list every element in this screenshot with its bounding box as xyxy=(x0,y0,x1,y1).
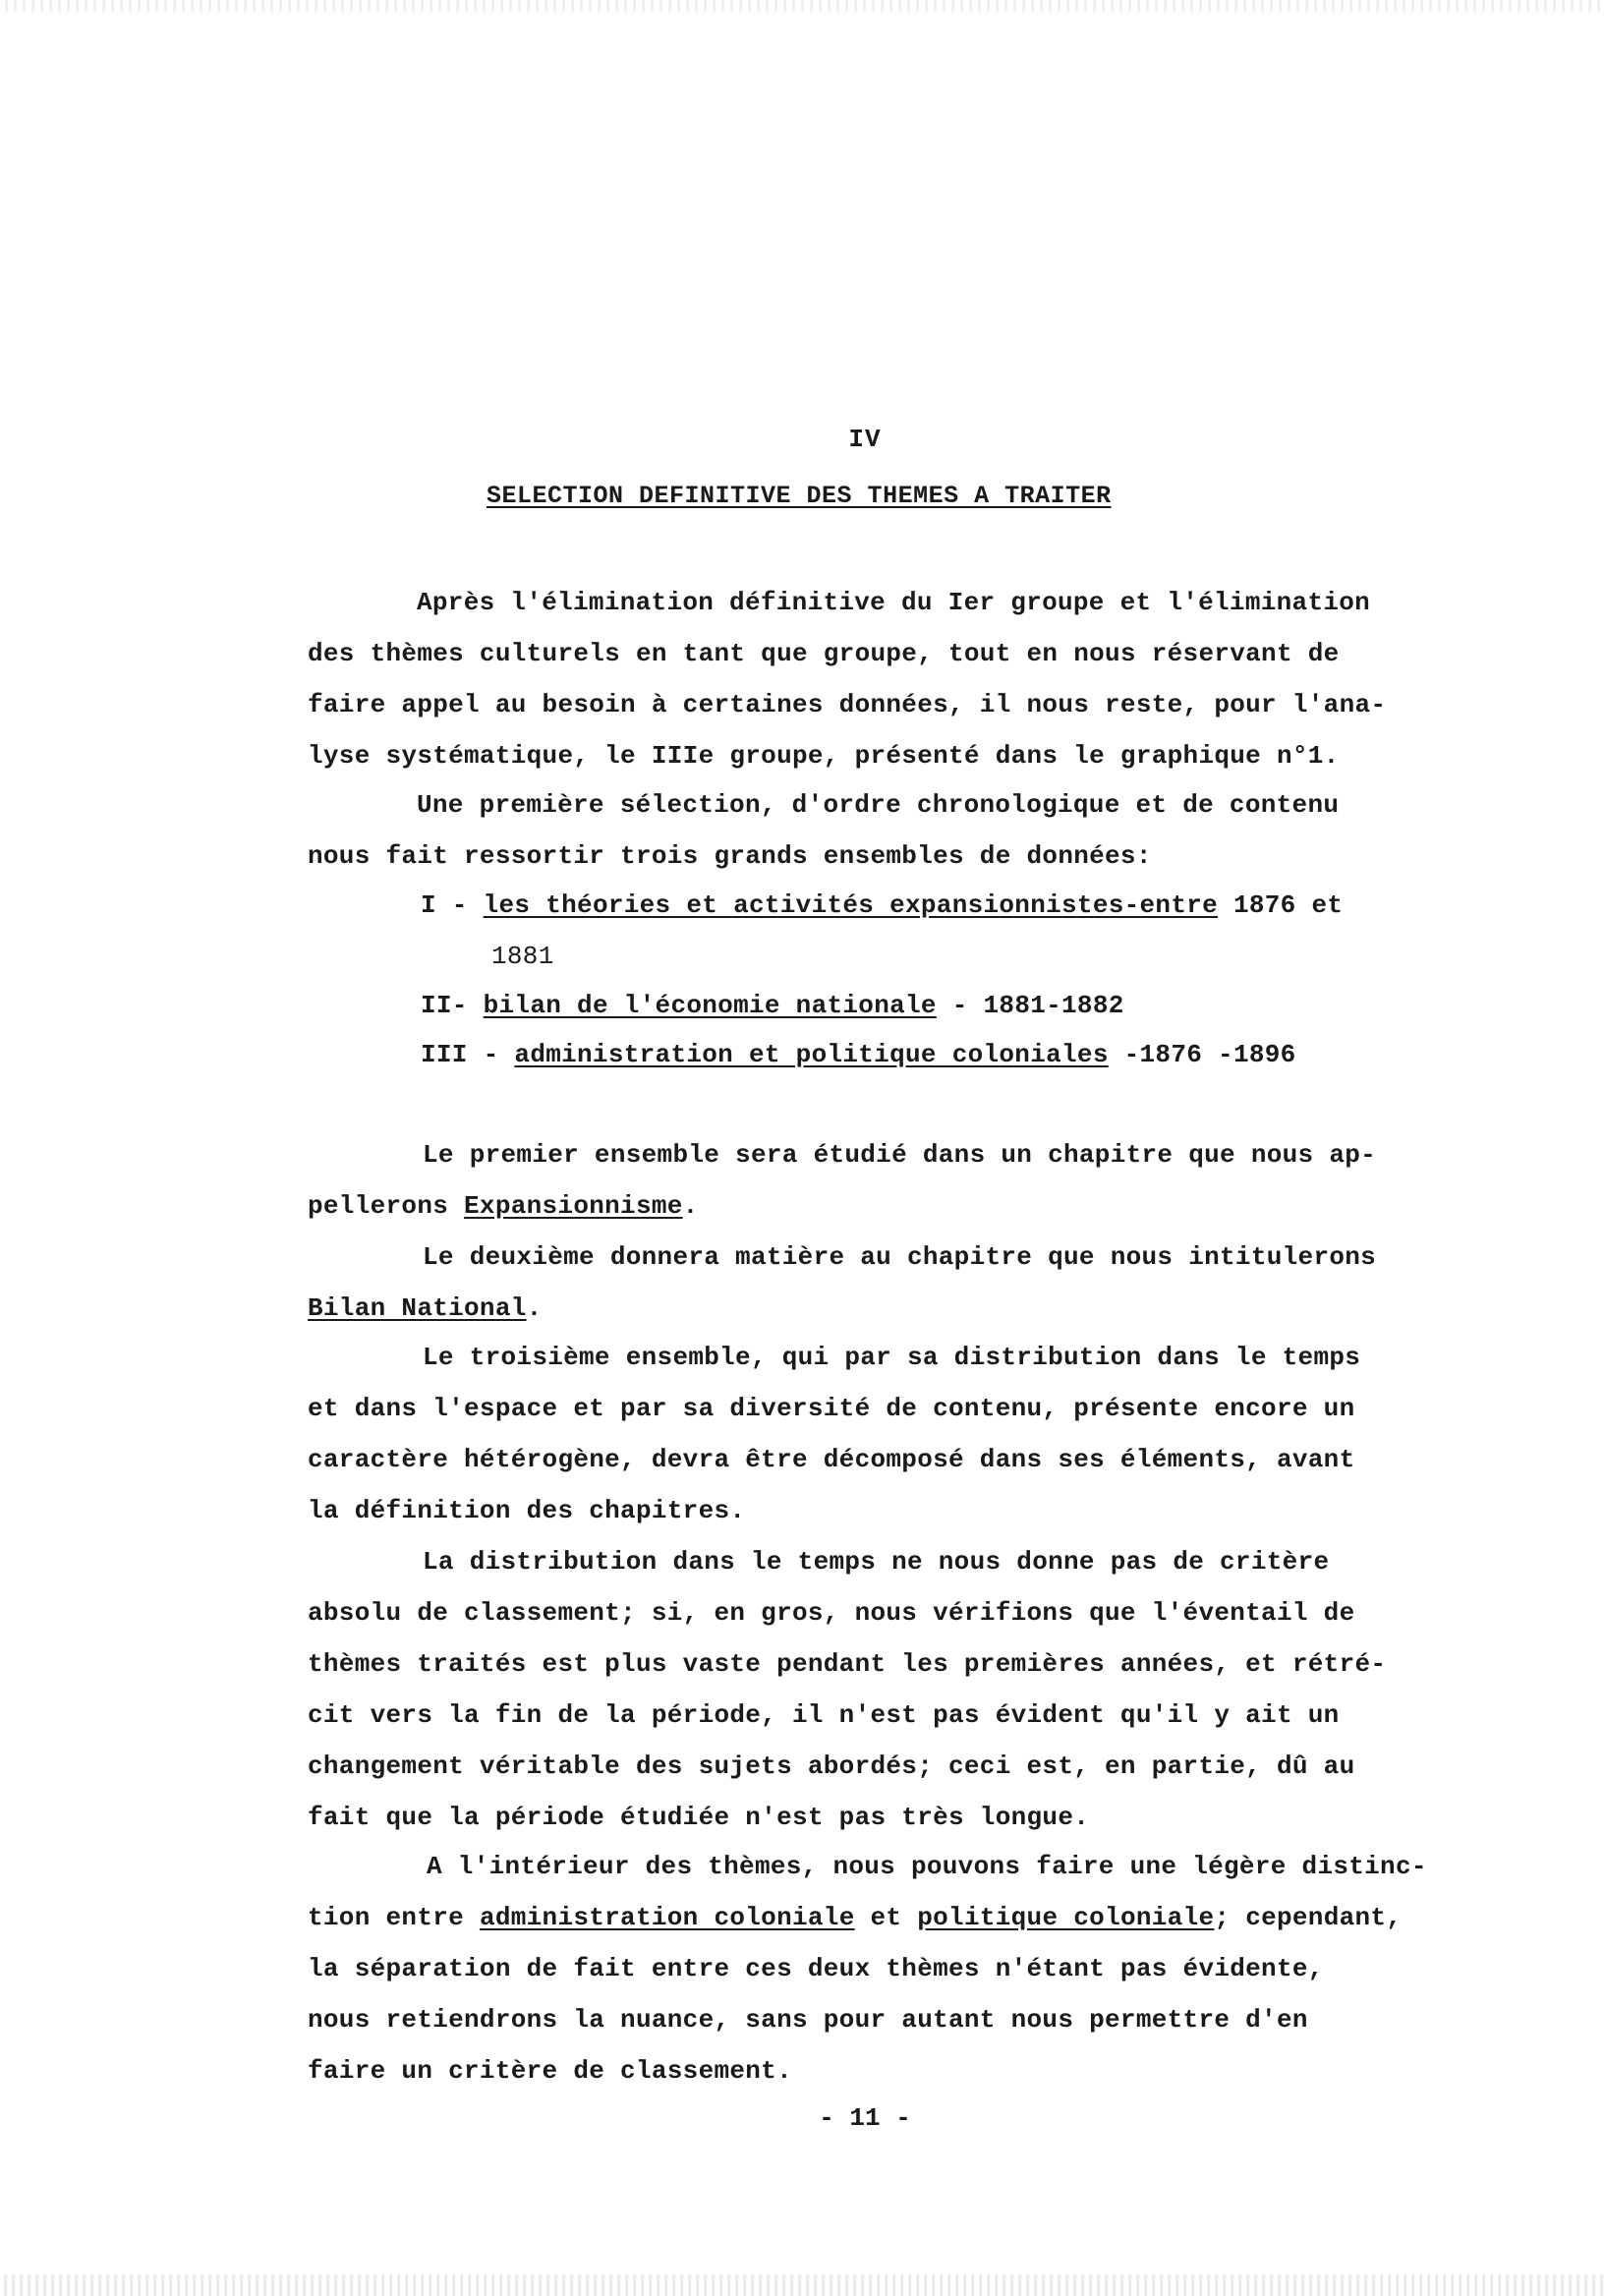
list-item-2-dates: - 1881-1882 xyxy=(936,991,1124,1020)
paragraph-3-line-1: Le premier ensemble sera étudié dans un chapitre que nous ap- xyxy=(423,1140,1377,1170)
paragraph-3-line-2 xyxy=(308,1191,699,1221)
list-item-2-title: bilan de l'économie nationale xyxy=(483,991,937,1020)
list-item-2-prefix: II- xyxy=(421,991,484,1020)
paragraph-6-line-5: changement véritable des sujets abordés; ceci est, en partie, dû au xyxy=(308,1751,1355,1781)
paragraph-1-line-2: des thèmes culturels en tant que groupe, tout en nous réservant de xyxy=(308,639,1340,668)
paragraph-7-line-3: la séparation de fait entre ces deux thèmes n'étant pas évidente, xyxy=(308,1954,1324,1983)
list-item-3-title: administration et politique coloniales xyxy=(514,1040,1109,1069)
paragraph-3-line-2-prefix: pellerons xyxy=(308,1191,465,1221)
paragraph-6-line-3: thèmes traités est plus vaste pendant les premières années, et rétré- xyxy=(308,1649,1387,1679)
bilan-national-term: Bilan National xyxy=(308,1293,527,1323)
paragraph-7-line-4: nous retiendrons la nuance, sans pour autant nous permettre d'en xyxy=(308,2005,1308,2035)
paragraph-7-line-5: faire un critère de classement. xyxy=(308,2056,792,2086)
paragraph-2-line-1: Une première sélection, d'ordre chronologique et de contenu xyxy=(417,790,1340,820)
paragraph-3-line-2-suffix: . xyxy=(682,1191,699,1221)
politique-coloniale-term: politique coloniale xyxy=(917,1903,1215,1932)
paragraph-2-line-2: nous fait ressortir trois grands ensembles de données: xyxy=(308,841,1152,871)
scan-edge-bottom xyxy=(0,2274,1604,2296)
paragraph-7-line-2-suffix: ; cependant, xyxy=(1214,1903,1403,1932)
page-number: - 11 - xyxy=(819,2103,911,2133)
list-item-1-prefix: I - xyxy=(421,890,484,920)
paragraph-4-line-2 xyxy=(308,1293,543,1323)
paragraph-5-line-4: la définition des chapitres. xyxy=(308,1496,746,1525)
paragraph-5-line-1: Le troisième ensemble, qui par sa distribution dans le temps xyxy=(423,1343,1361,1372)
paragraph-6-line-4: cit vers la fin de la période, il n'est pas évident qu'il y ait un xyxy=(308,1700,1340,1730)
paragraph-1-line-3: faire appel au besoin à certaines données, il nous reste, pour l'ana- xyxy=(308,690,1387,719)
paragraph-1-line-4: lyse systématique, le IIIe groupe, présenté dans le graphique n°1. xyxy=(308,741,1340,771)
paragraph-1-line-1: Après l'élimination définitive du Ier groupe et l'élimination xyxy=(417,588,1371,617)
paragraph-4-line-1: Le deuxième donnera matière au chapitre que nous intitulerons xyxy=(423,1242,1377,1272)
paragraph-7-line-2 xyxy=(308,1903,1402,1932)
paragraph-6-line-1: La distribution dans le temps ne nous donne pas de critère xyxy=(423,1547,1330,1577)
paragraph-5-line-2: et dans l'espace et par sa diversité de contenu, présente encore un xyxy=(308,1394,1355,1423)
paragraph-6-line-6: fait que la période étudiée n'est pas très longue. xyxy=(308,1803,1090,1832)
scan-edge-top xyxy=(0,0,1604,12)
list-item-3-dates: -1876 -1896 xyxy=(1108,1040,1296,1069)
section-title: SELECTION DEFINITIVE DES THEMES A TRAITER xyxy=(487,482,1112,510)
paragraph-7-line-2-prefix: tion entre xyxy=(308,1903,480,1932)
list-item-3-prefix: III - xyxy=(421,1040,515,1069)
list-item-1 xyxy=(421,890,1343,920)
administration-coloniale-term: administration coloniale xyxy=(479,1903,855,1932)
paragraph-6-line-2: absolu de classement; si, en gros, nous vérifions que l'éventail de xyxy=(308,1598,1355,1628)
expansionnisme-term: Expansionnisme xyxy=(464,1191,683,1221)
paragraph-7-line-2-mid: et xyxy=(854,1903,918,1932)
paragraph-4-line-2-suffix: . xyxy=(526,1293,543,1323)
list-item-1-dates: 1876 et xyxy=(1218,890,1344,920)
paragraph-5-line-3: caractère hétérogène, devra être décomposé dans ses éléments, avant xyxy=(308,1445,1355,1474)
paragraph-7-line-1: A l'intérieur des thèmes, nous pouvons faire une légère distinc- xyxy=(427,1852,1427,1881)
list-item-1-title: les théories et activités expansionnistes-entre xyxy=(483,890,1219,920)
list-item-3 xyxy=(421,1040,1296,1069)
list-item-2 xyxy=(421,991,1124,1020)
section-number: IV xyxy=(848,425,882,454)
list-item-1-continuation: 1881 xyxy=(491,942,554,971)
